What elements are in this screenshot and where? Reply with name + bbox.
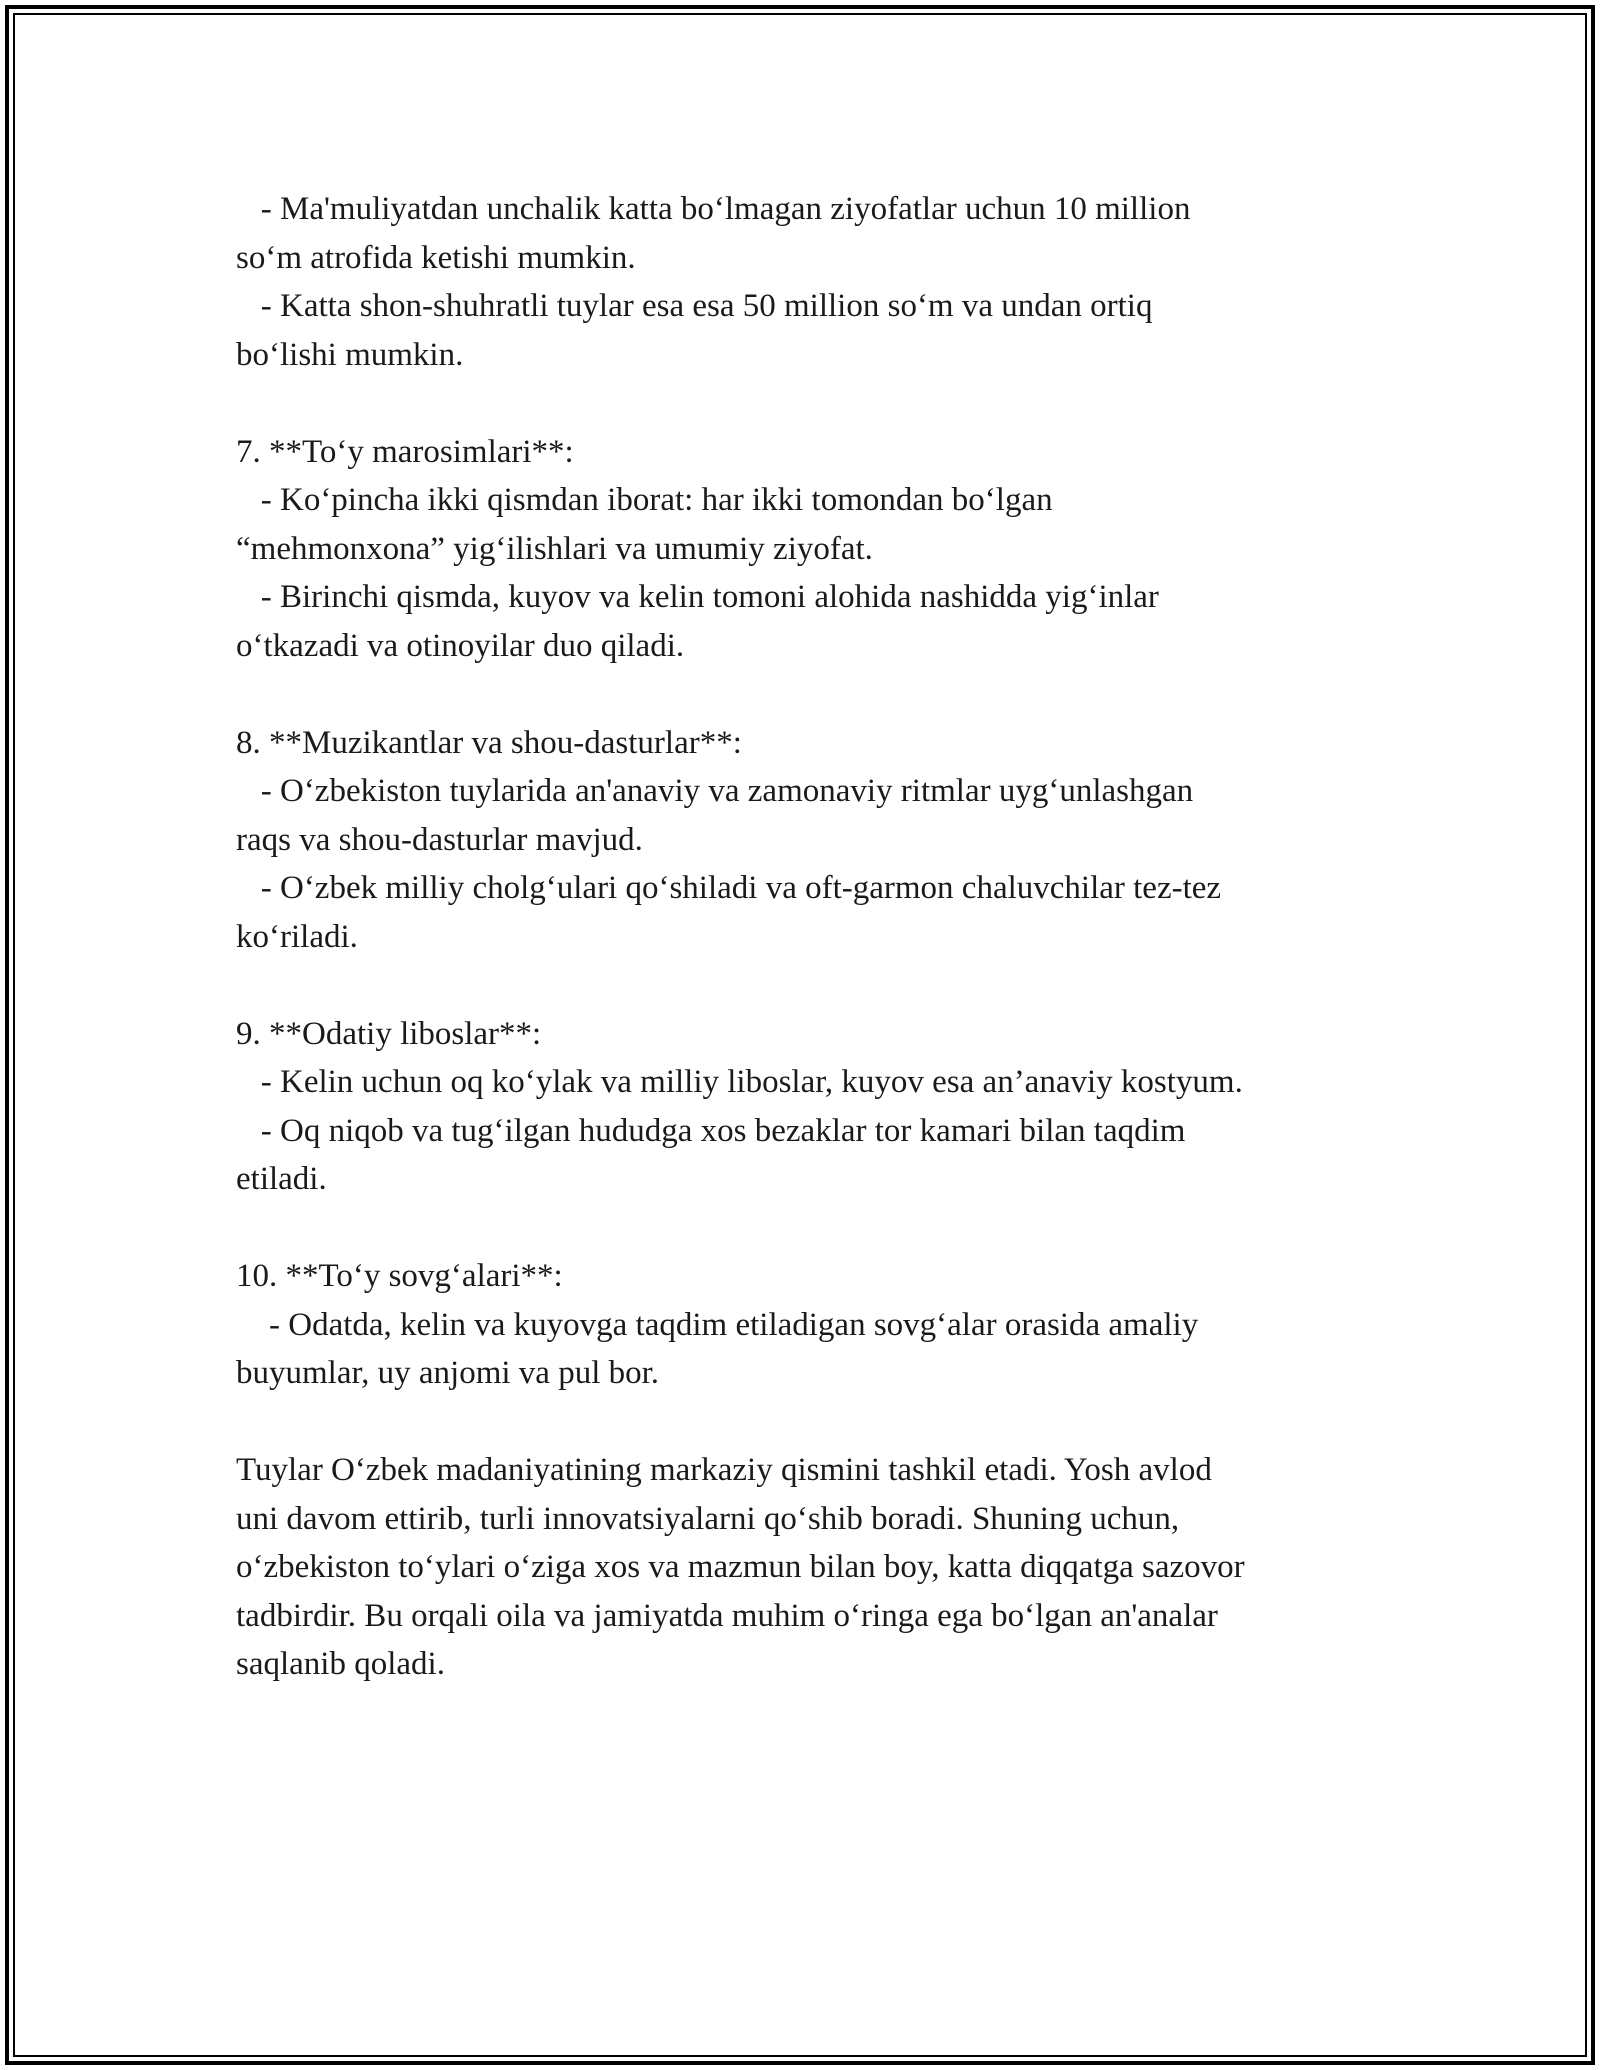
text-line: etiladi. bbox=[236, 1161, 327, 1197]
text-line: - Kelin uchun oq ko‘ylak va milliy liboslar, kuyov esa an’anaviy kostyum. bbox=[236, 1064, 1243, 1100]
text-line: saqlanib qoladi. bbox=[236, 1646, 445, 1682]
paragraph-spacer bbox=[236, 961, 1416, 1010]
text-line: - O‘zbekiston tuylarida an'anaviy va zamonaviy ritmlar uyg‘unlashgan bbox=[236, 773, 1194, 809]
text-line: bo‘lishi mumkin. bbox=[236, 336, 464, 373]
text-line: - Odatda, kelin va kuyovga taqdim etiladigan sovg‘alar orasida amaliy bbox=[236, 1306, 1199, 1343]
paragraph-spacer bbox=[236, 379, 1416, 428]
text-line: - Birinchi qismda, kuyov va kelin tomoni alohida nashidda yig‘inlar bbox=[236, 579, 1159, 615]
text-line: tadbirdir. Bu orqali oila va jamiyatda muhim o‘ringa ega bo‘lgan an'analar bbox=[236, 1597, 1218, 1634]
section-8 bbox=[236, 719, 1416, 962]
conclusion-paragraph bbox=[236, 1446, 1416, 1689]
text-line: uni davom ettirib, turli innovatsiyalarni qo‘shib boradi. Shuning uchun, bbox=[236, 1500, 1180, 1537]
text-line: “mehmonxona” yig‘ilishlari va umumiy ziyofat. bbox=[236, 530, 873, 567]
paragraph-spacer bbox=[236, 670, 1416, 719]
text-line: so‘m atrofida ketishi mumkin. bbox=[236, 239, 636, 276]
section-heading: 7. **To‘y marosimlari**: bbox=[236, 433, 574, 470]
section-10 bbox=[236, 1252, 1416, 1398]
section-heading: 9. **Odatiy liboslar**: bbox=[236, 1015, 542, 1052]
text-line: o‘tkazadi va otinoyilar duo qiladi. bbox=[236, 627, 685, 664]
section-7 bbox=[236, 428, 1416, 671]
text-line: Tuylar O‘zbek madaniyatining markaziy qismini tashkil etadi. Yosh avlod bbox=[236, 1452, 1212, 1488]
section-heading: 8. **Muzikantlar va shou-dasturlar**: bbox=[236, 724, 742, 761]
section-9 bbox=[236, 1010, 1416, 1204]
text-line: - Ma'muliyatdan unchalik katta bo‘lmagan ziyofatlar uchun 10 million bbox=[236, 191, 1191, 227]
text-line: - O‘zbek milliy cholg‘ulari qo‘shiladi va oft-garmon chaluvchilar tez-tez bbox=[236, 870, 1222, 906]
text-line: - Katta shon-shuhratli tuylar esa esa 50 million so‘m va undan ortiq bbox=[236, 288, 1153, 324]
text-line: o‘zbekiston to‘ylari o‘ziga xos va mazmun bilan boy, katta diqqatga sazovor bbox=[236, 1549, 1245, 1585]
paragraph-spacer bbox=[236, 1204, 1416, 1253]
paragraph-spacer bbox=[236, 1398, 1416, 1447]
document-body bbox=[236, 185, 1416, 1689]
text-line: buyumlar, uy anjomi va pul bor. bbox=[236, 1355, 660, 1391]
text-line: - Ko‘pincha ikki qismdan iborat: har ikki tomondan bo‘lgan bbox=[236, 482, 1053, 518]
text-line: raqs va shou-dasturlar mavjud. bbox=[236, 821, 643, 858]
text-line: ko‘riladi. bbox=[236, 918, 358, 955]
intro-block bbox=[236, 185, 1416, 379]
section-heading: 10. **To‘y sovg‘alari**: bbox=[236, 1258, 563, 1294]
text-line: - Oq niqob va tug‘ilgan hududga xos bezaklar tor kamari bilan taqdim bbox=[236, 1112, 1186, 1149]
